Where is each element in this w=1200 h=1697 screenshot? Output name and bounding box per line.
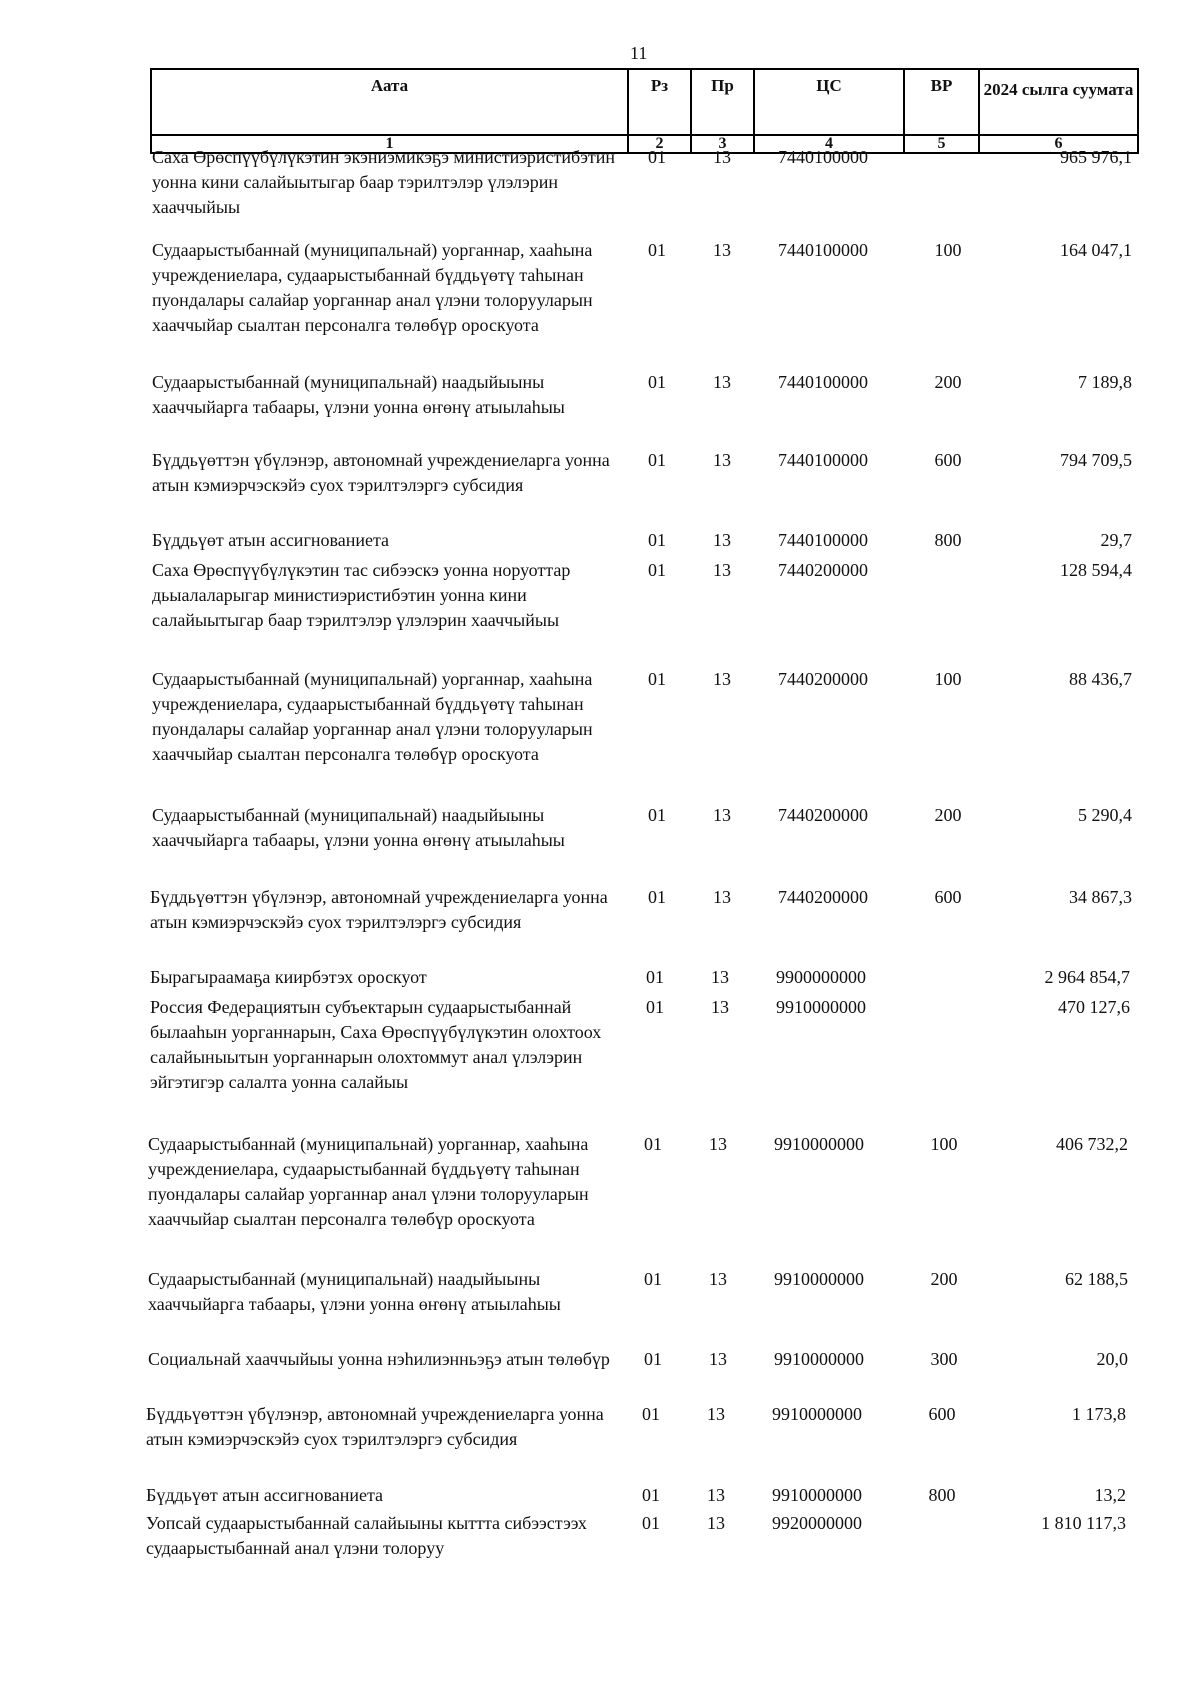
header-num-6: 6 <box>979 135 1138 153</box>
row-pr: 13 <box>707 1513 725 1533</box>
row-rz: 01 <box>648 147 666 167</box>
row-sum: 7 189,8 <box>1078 372 1132 392</box>
row-rz: 01 <box>648 669 666 689</box>
row-sum: 2 964 854,7 <box>1044 967 1130 987</box>
row-name: Судаарыстыбаннай (муниципальнай) наадыйыыны хааччыйарга табаары, үлэни уонна өҥөнү атыылаһыы <box>152 805 565 850</box>
row-rz: 01 <box>648 560 666 580</box>
row-vr: 800 <box>934 530 962 550</box>
row-pr: 13 <box>713 805 731 825</box>
row-rz: 01 <box>646 997 664 1017</box>
row-pr: 13 <box>713 450 731 470</box>
row-name: Судаарыстыбаннай (муниципальнай) уорганнар, хааһына учреждениелара, судаарыстыбаннай бүддьүөтү таһынан пуондалары салайар уорганнар анал үлэни толорууларын хааччыйар сыалтан персоналга төлөбүр ороскуота <box>152 240 593 335</box>
row-name: Судаарыстыбаннай (муниципальнай) наадыйыыны хааччыйарга табаары, үлэни уонна өҥөнү атыылаһыы <box>152 372 565 417</box>
row-pr: 13 <box>713 530 731 550</box>
row-pr: 13 <box>713 669 731 689</box>
row-cs: 9910000000 <box>774 1269 864 1289</box>
header-cs: ЦС <box>754 69 904 135</box>
row-rz: 01 <box>644 1134 662 1154</box>
row-sum: 5 290,4 <box>1078 805 1132 825</box>
row-cs: 9910000000 <box>772 1404 862 1424</box>
row-rz: 01 <box>648 887 666 907</box>
row-rz: 01 <box>644 1349 662 1369</box>
row-name: Саха Өрөспүүбүлүкэтин тас сибээскэ уонна норуоттар дьыалаларыгар министиэристибэтин уонна кини салайыытыгар баар тэрилтэлэр үлэлэрин хааччыйыы <box>152 560 571 630</box>
row-vr: 100 <box>934 240 962 260</box>
header-rz: Рз <box>628 69 691 135</box>
row-vr: 200 <box>930 1269 958 1289</box>
row-rz: 01 <box>642 1513 660 1533</box>
row-sum: 34 867,3 <box>1069 887 1132 907</box>
row-sum: 88 436,7 <box>1069 669 1132 689</box>
row-sum: 164 047,1 <box>1060 240 1132 260</box>
header-num-1: 1 <box>151 135 628 153</box>
row-rz: 01 <box>648 372 666 392</box>
row-vr: 100 <box>930 1134 958 1154</box>
row-cs: 9910000000 <box>776 997 866 1017</box>
row-name: Бүддьүөт атын ассигнованиета <box>146 1485 384 1505</box>
row-pr: 13 <box>711 967 729 987</box>
row-cs: 9900000000 <box>776 967 866 987</box>
row-sum: 406 732,2 <box>1056 1134 1128 1154</box>
row-name: Бүддьүөт атын ассигнованиета <box>152 530 390 550</box>
row-vr: 600 <box>928 1404 956 1424</box>
row-sum: 20,0 <box>1096 1349 1128 1369</box>
row-sum: 62 188,5 <box>1065 1269 1128 1289</box>
row-cs: 7440200000 <box>778 560 868 580</box>
row-vr: 600 <box>934 450 962 470</box>
row-cs: 7440200000 <box>778 805 868 825</box>
row-name: Социальнай хааччыйыы уонна нэһилиэнньэҕэ атын төлөбүр <box>148 1349 610 1369</box>
row-sum: 29,7 <box>1100 530 1132 550</box>
row-cs: 9920000000 <box>772 1513 862 1533</box>
row-name: Судаарыстыбаннай (муниципальнай) уорганнар, хааһына учреждениелара, судаарыстыбаннай бүддьүөтү таһынан пуондалары салайар уорганнар анал үлэни толорууларын хааччыйар сыалтан персоналга төлөбүр ороскуота <box>152 669 593 764</box>
row-sum: 1 810 117,3 <box>1041 1513 1126 1533</box>
row-rz: 01 <box>644 1269 662 1289</box>
row-pr: 13 <box>713 887 731 907</box>
row-pr: 13 <box>713 560 731 580</box>
row-name: Саха Өрөспүүбүлүкэтин экэниэмикэҕэ министиэристибэтин уонна кини салайыытыгар баар тэрилтэлэр үлэлэрин хааччыйыы <box>152 147 616 217</box>
header-num-4: 4 <box>754 135 904 153</box>
row-vr: 200 <box>934 372 962 392</box>
page-number: 11 <box>630 43 648 63</box>
row-rz: 01 <box>646 967 664 987</box>
row-rz: 01 <box>648 530 666 550</box>
row-sum: 794 709,5 <box>1060 450 1132 470</box>
row-rz: 01 <box>648 450 666 470</box>
row-cs: 7440100000 <box>778 372 868 392</box>
row-name: Уопсай судаарыстыбаннай салайыыны кыттта сибээстээх судаарыстыбаннай анал үлэни толоруу <box>146 1513 587 1558</box>
row-rz: 01 <box>642 1404 660 1424</box>
row-rz: 01 <box>642 1485 660 1505</box>
row-sum: 128 594,4 <box>1060 560 1132 580</box>
row-cs: 9910000000 <box>772 1485 862 1505</box>
row-name: Бүддьүөттэн үбүлэнэр, автономнай учреждениеларга уонна атын кэмиэрчэскэйэ суох тэрилтэлэргэ субсидия <box>146 1404 604 1449</box>
row-vr: 300 <box>930 1349 958 1369</box>
header-vr: ВР <box>904 69 979 135</box>
row-pr: 13 <box>707 1485 725 1505</box>
table-header <box>150 68 1139 154</box>
row-name: Бүддьүөттэн үбүлэнэр, автономнай учреждениеларга уонна атын кэмиэрчэскэйэ суох тэрилтэлэргэ субсидия <box>152 450 610 495</box>
row-name: Бырагыраамаҕа киирбэтэх ороскуот <box>150 967 427 987</box>
row-sum: 1 173,8 <box>1072 1404 1126 1424</box>
row-cs: 7440100000 <box>778 530 868 550</box>
row-pr: 13 <box>713 147 731 167</box>
row-vr: 200 <box>934 805 962 825</box>
row-name: Бүддьүөттэн үбүлэнэр, автономнай учреждениеларга уонна атын кэмиэрчэскэйэ суох тэрилтэлэргэ субсидия <box>150 887 608 932</box>
row-vr: 600 <box>934 887 962 907</box>
row-pr: 13 <box>707 1404 725 1424</box>
header-sum: 2024 сылга суумата <box>979 69 1138 135</box>
row-pr: 13 <box>711 997 729 1017</box>
row-cs: 7440100000 <box>778 450 868 470</box>
header-pr: Пр <box>691 69 754 135</box>
row-sum: 13,2 <box>1094 1485 1126 1505</box>
row-rz: 01 <box>648 805 666 825</box>
row-pr: 13 <box>709 1269 727 1289</box>
row-pr: 13 <box>713 240 731 260</box>
row-cs: 7440100000 <box>778 147 868 167</box>
row-vr: 100 <box>934 669 962 689</box>
row-cs: 9910000000 <box>774 1349 864 1369</box>
row-cs: 7440200000 <box>778 669 868 689</box>
header-num-3: 3 <box>691 135 754 153</box>
row-pr: 13 <box>709 1134 727 1154</box>
row-cs: 9910000000 <box>774 1134 864 1154</box>
row-cs: 7440100000 <box>778 240 868 260</box>
row-pr: 13 <box>709 1349 727 1369</box>
row-name: Россия Федерациятын субъектарын судаарыстыбаннай былааһын уорганнарын, Саха Өрөспүүбүлүкэтин олохтоох салайыныытын уорганнарын олохтоммут анал үлэлэрин эйгэтигэр салалта уонна салайыы <box>150 997 602 1092</box>
row-sum: 965 976,1 <box>1060 147 1132 167</box>
row-name: Судаарыстыбаннай (муниципальнай) уорганнар, хааһына учреждениелара, судаарыстыбаннай бүддьүөтү таһынан пуондалары салайар уорганнар анал үлэни толорууларын хааччыйар сыалтан персоналга төлөбүр ороскуота <box>148 1134 589 1229</box>
row-pr: 13 <box>713 372 731 392</box>
row-name: Судаарыстыбаннай (муниципальнай) наадыйыыны хааччыйарга табаары, үлэни уонна өҥөнү атыылаһыы <box>148 1269 561 1314</box>
row-rz: 01 <box>648 240 666 260</box>
row-vr: 800 <box>928 1485 956 1505</box>
row-cs: 7440200000 <box>778 887 868 907</box>
header-name: Аата <box>151 69 628 135</box>
row-sum: 470 127,6 <box>1058 997 1130 1017</box>
header-num-5: 5 <box>904 135 979 153</box>
header-num-2: 2 <box>628 135 691 153</box>
